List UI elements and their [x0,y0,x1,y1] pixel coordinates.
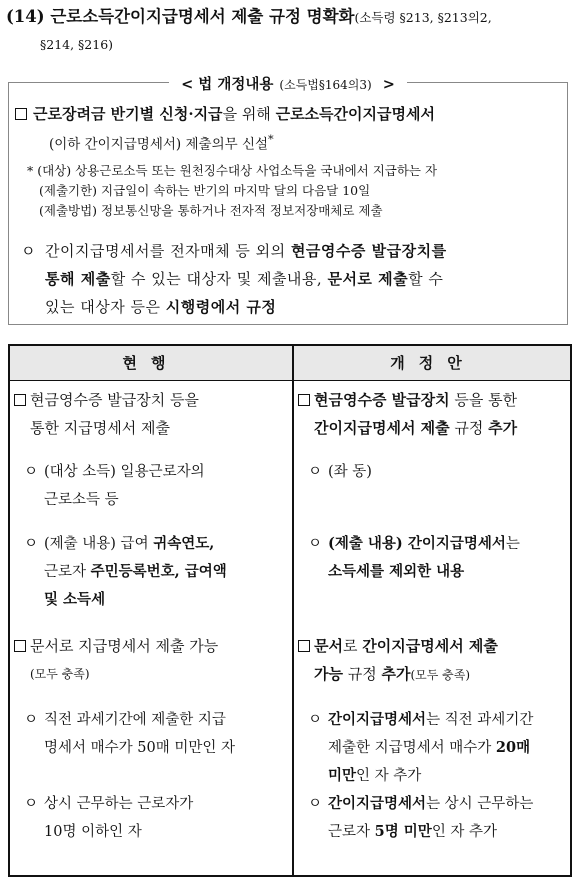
circle-bullet-icon: ㅇ [21,242,36,260]
circle-bullet-icon: ㅇ [308,712,323,728]
law-amendment-title: < 법 개정내용 (소득법§164의3) > [9,73,567,94]
header-revised: 개정안 [390,354,476,372]
revised-target-income: ㅇ (좌 동) [308,458,568,486]
footnote-deadline: (제출기한) 지급일이 속하는 반기의 마지막 달의 다음달 10일 [39,183,371,198]
main-provision: 근로장려금 반기별 신청·지급을 위해 근로소득간이지급명세서 [15,103,563,125]
column-divider [292,346,294,875]
provision-detail: ㅇ 간이지급명세서를 전자매체 등 외의 현금영수증 발급장치를 통해 제출할 수 있는 대상자 및 제출내용, 문서로 제출할 수 있는 대상자 등은 시행령에서 규정 [21,237,561,321]
revised-condition-workers: ㅇ 간이지급명세서는 상시 근무하는 근로자 5명 미만인 자 추가 [308,790,570,846]
main-provision-sub: (이하 간이지급명세서) 제출의무 신설* [49,133,274,153]
current-item-1: 현금영수증 발급장치 등을 통한 지급명세서 제출 [14,386,290,442]
current-item-2: 문서로 지급명세서 제출 가능 (모두 충족) [14,632,290,688]
square-bullet-icon [14,394,26,406]
revised-condition-count: ㅇ 간이지급명세서는 직전 과세기간 제출한 지급명세서 매수가 20매 미만인 자 추가 [308,706,570,790]
section-reference: (소득령 §213, §213의2, [354,10,492,25]
comparison-table [8,344,572,877]
circle-bullet-icon: ㅇ [24,712,39,728]
current-condition-workers: ㅇ 상시 근무하는 근로자가 10명 이하인 자 [24,790,286,846]
circle-bullet-icon: ㅇ [308,796,323,812]
section-reference-cont: §214, §216) [40,37,114,52]
square-bullet-icon [14,640,26,652]
revised-item-2: 문서로 간이지급명세서 제출 가능 규정 추가(모두 충족) [298,632,570,689]
square-bullet-icon [298,394,310,406]
square-bullet-icon [298,640,310,652]
section-number: (14) [6,7,45,26]
square-bullet-icon [15,108,27,120]
footnote-method: (제출방법) 정보통신망을 통하거나 전자적 정보저장매체로 제출 [39,203,383,218]
section-title: 근로소득간이지급명세서 제출 규정 명확화 [50,7,355,26]
header-current: 현행 [122,354,180,372]
current-submission-content: ㅇ (제출 내용) 급여 귀속연도, 근로자 주민등록번호, 급여액 및 소득세 [24,530,286,614]
current-target-income: ㅇ (대상 소득) 일용근로자의 근로소득 등 [24,458,286,514]
current-condition-count: ㅇ 직전 과세기간에 제출한 지급 명세서 매수가 50매 미만인 자 [24,706,290,762]
revised-submission-content: ㅇ (제출 내용) 간이지급명세서는 소득세를 제외한 내용 [308,530,568,586]
circle-bullet-icon: ㅇ [308,536,323,552]
law-amendment-box [8,76,568,325]
circle-bullet-icon: ㅇ [24,536,39,552]
footnote-list [27,161,567,221]
table-header-row [10,346,570,381]
footnote-target: * (대상) 상용근로소득 또는 원천징수대상 사업소득을 국내에서 지급하는 자 [27,163,438,178]
circle-bullet-icon: ㅇ [24,796,39,812]
circle-bullet-icon: ㅇ [308,464,323,480]
circle-bullet-icon: ㅇ [24,464,39,480]
revised-item-1: 현금영수증 발급장치 등을 통한 간이지급명세서 제출 규정 추가 [298,386,570,442]
section-heading [6,4,572,58]
